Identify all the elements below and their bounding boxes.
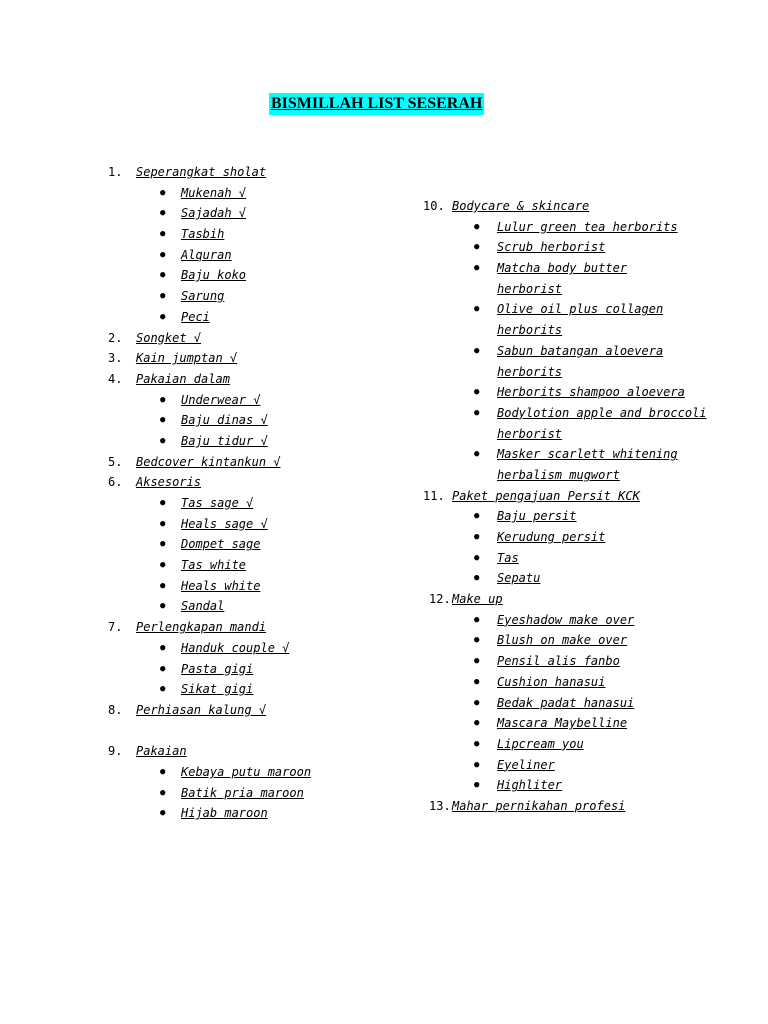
list-item xyxy=(108,534,408,555)
section-number: 3. xyxy=(108,351,123,366)
bullet-icon: ● xyxy=(160,808,166,819)
section-heading xyxy=(108,741,408,762)
blank-line xyxy=(108,721,408,742)
list-item-label: herborist xyxy=(497,426,563,441)
list-item-continuation xyxy=(423,279,743,300)
list-item xyxy=(423,341,743,362)
bullet-icon: ● xyxy=(474,780,480,791)
bullet-icon: ● xyxy=(474,635,480,646)
section-label: Bedcover kintankun √ xyxy=(136,454,281,469)
list-item xyxy=(108,679,408,700)
list-item xyxy=(108,410,408,431)
bullet-icon: ● xyxy=(474,738,480,749)
list-item xyxy=(108,183,408,204)
bullet-icon: ● xyxy=(474,552,480,563)
bullet-icon: ● xyxy=(160,394,166,405)
section-heading xyxy=(108,348,408,369)
bullet-icon: ● xyxy=(474,242,480,253)
bullet-icon: ● xyxy=(474,221,480,232)
bullet-icon: ● xyxy=(474,614,480,625)
list-item-label: Eyeliner xyxy=(497,757,555,772)
section-number: 1. xyxy=(108,165,123,179)
list-item-label: Highliter xyxy=(497,778,563,793)
list-item-label: Heals sage √ xyxy=(181,516,268,531)
list-item-label: Sikat gigi xyxy=(181,682,254,697)
list-item-label: Masker scarlett whitening xyxy=(497,447,678,462)
list-item-continuation xyxy=(423,424,743,445)
list-item xyxy=(108,803,408,824)
section-heading xyxy=(108,162,408,183)
list-item-label: Scrub herborist xyxy=(497,240,606,255)
bullet-icon: ● xyxy=(474,697,480,708)
list-item-label: Sepatu xyxy=(497,571,541,586)
list-item xyxy=(108,224,408,245)
document-title: BISMILLAH LIST SESERAH xyxy=(269,93,484,115)
list-item-label: Baju tidur √ xyxy=(181,433,268,448)
list-item-label: Mukenah √ xyxy=(181,185,247,200)
bullet-icon: ● xyxy=(474,304,480,315)
section-label: Kain jumptan √ xyxy=(136,351,238,366)
list-item xyxy=(423,403,743,424)
section-heading xyxy=(423,796,743,817)
section-label: Make up xyxy=(452,592,503,607)
section-label: Paket pengajuan Persit KCK xyxy=(452,488,640,503)
list-item xyxy=(423,672,743,693)
section-heading xyxy=(423,486,743,507)
bullet-icon: ● xyxy=(160,518,166,529)
list-item-label: Tas white xyxy=(181,558,247,573)
list-item-label: Lulur green tea herborits xyxy=(497,219,678,234)
list-item xyxy=(108,493,408,514)
list-item-label: Olive oil plus collagen xyxy=(497,302,664,317)
bullet-icon: ● xyxy=(474,759,480,770)
bullet-icon: ● xyxy=(160,249,166,260)
list-item xyxy=(108,245,408,266)
section-heading xyxy=(108,452,408,473)
section-number: 12. xyxy=(429,592,451,607)
list-item xyxy=(423,568,743,589)
bullet-icon: ● xyxy=(474,345,480,356)
bullet-icon: ● xyxy=(474,449,480,460)
bullet-icon: ● xyxy=(160,684,166,695)
bullet-icon: ● xyxy=(474,263,480,274)
section-heading xyxy=(108,328,408,349)
section-number: 8. xyxy=(108,702,123,717)
list-item-label: Bodylotion apple and broccoli xyxy=(497,405,707,420)
list-item xyxy=(423,299,743,320)
list-item xyxy=(108,431,408,452)
section-label: Bodycare & skincare xyxy=(452,199,590,213)
list-item-continuation xyxy=(423,465,743,486)
section-number: 5. xyxy=(108,454,123,469)
bullet-icon: ● xyxy=(160,560,166,571)
section-label: Perhiasan kalung √ xyxy=(136,702,267,717)
list-item-label: Handuk couple √ xyxy=(181,640,290,655)
list-item-label: Batik pria maroon xyxy=(181,785,304,800)
list-item xyxy=(423,755,743,776)
bullet-icon: ● xyxy=(160,539,166,550)
list-item xyxy=(108,659,408,680)
list-item-label: Mascara Maybelline xyxy=(497,716,628,731)
list-item-label: herborist xyxy=(497,281,563,296)
list-item xyxy=(108,576,408,597)
bullet-icon: ● xyxy=(474,656,480,667)
list-item xyxy=(108,203,408,224)
list-item xyxy=(423,630,743,651)
list-item-label: Pensil alis fanbo xyxy=(497,654,620,669)
left-column xyxy=(108,162,408,824)
bullet-icon: ● xyxy=(474,407,480,418)
bullet-icon: ● xyxy=(160,498,166,508)
list-item xyxy=(423,734,743,755)
list-item-label: Tasbih xyxy=(181,227,225,242)
list-item-label: Underwear √ xyxy=(181,392,261,407)
list-item-label: Pasta gigi xyxy=(181,661,254,676)
list-item-label: herborits xyxy=(497,323,563,338)
list-item xyxy=(108,286,408,307)
list-item-label: Blush on make over xyxy=(497,633,628,648)
list-item xyxy=(423,775,743,796)
bullet-icon: ● xyxy=(474,573,480,584)
list-item-label: Baju persit xyxy=(497,509,577,524)
list-item xyxy=(423,548,743,569)
bullet-icon: ● xyxy=(160,187,166,198)
list-item-label: Herborits shampoo aloevera xyxy=(497,385,685,400)
section-number: 10. xyxy=(423,199,445,213)
list-item-label: Baju dinas √ xyxy=(181,413,268,428)
list-item xyxy=(108,762,408,783)
list-item-label: Cushion hanasui xyxy=(497,674,606,689)
section-label: Pakaian xyxy=(136,744,187,759)
section-number: 7. xyxy=(108,620,123,635)
list-item xyxy=(423,610,743,631)
bullet-icon: ● xyxy=(160,580,166,591)
bullet-icon: ● xyxy=(160,229,166,240)
section-number: 6. xyxy=(108,475,123,490)
section-label: Seperangkat sholat xyxy=(136,165,267,179)
bullet-icon: ● xyxy=(160,663,166,674)
bullet-icon: ● xyxy=(160,601,166,612)
bullet-icon: ● xyxy=(474,387,480,398)
bullet-icon: ● xyxy=(160,642,166,653)
section-heading xyxy=(423,196,743,217)
list-item xyxy=(423,713,743,734)
list-item-label: Kebaya putu maroon xyxy=(181,764,312,779)
bullet-icon: ● xyxy=(474,511,480,522)
section-heading xyxy=(108,472,408,493)
list-item xyxy=(423,258,743,279)
section-heading xyxy=(108,369,408,390)
section-heading xyxy=(108,700,408,721)
list-item-label: Alquran xyxy=(181,247,232,262)
list-item xyxy=(423,444,743,465)
list-item-label: Sandal xyxy=(181,599,225,614)
list-item xyxy=(108,555,408,576)
section-label: Pakaian dalam xyxy=(136,371,230,386)
list-item xyxy=(108,638,408,659)
section-label: Mahar pernikahan profesi xyxy=(452,798,626,813)
section-number: 2. xyxy=(108,330,123,345)
list-item-continuation xyxy=(423,362,743,383)
list-item-label: Kerudung persit xyxy=(497,530,606,544)
bullet-icon: ● xyxy=(160,435,166,446)
list-item xyxy=(108,390,408,411)
list-item-label: Peci xyxy=(181,309,210,324)
list-item xyxy=(423,217,743,238)
section-number: 9. xyxy=(108,744,123,759)
section-label: Songket √ xyxy=(136,330,202,345)
list-item-label: herbalism mugwort xyxy=(497,467,620,482)
list-item-continuation xyxy=(423,320,743,341)
list-item-label: Sabun batangan aloevera xyxy=(497,343,664,358)
list-item-label: Bedak padat hanasui xyxy=(497,695,635,710)
list-item xyxy=(423,651,743,672)
bullet-icon: ● xyxy=(474,532,480,542)
bullet-icon: ● xyxy=(160,787,166,798)
bullet-icon: ● xyxy=(160,415,166,426)
section-number: 4. xyxy=(108,371,123,386)
section-number: 13. xyxy=(429,798,451,813)
list-item-label: Tas xyxy=(497,550,519,565)
bullet-icon: ● xyxy=(160,208,166,219)
bullet-icon: ● xyxy=(474,676,480,687)
section-heading xyxy=(108,617,408,638)
list-item xyxy=(108,596,408,617)
list-item-label: Dompet sage xyxy=(181,537,261,552)
list-item xyxy=(423,237,743,258)
list-item xyxy=(423,382,743,403)
list-item-label: Matcha body butter xyxy=(497,261,628,276)
list-item xyxy=(423,527,743,548)
section-heading xyxy=(423,589,743,610)
bullet-icon: ● xyxy=(160,311,166,322)
list-item xyxy=(108,307,408,328)
list-item-label: Sajadah √ xyxy=(181,206,247,221)
list-item-label: Tas sage √ xyxy=(181,496,254,510)
list-item xyxy=(108,783,408,804)
list-item-label: Heals white xyxy=(181,578,261,593)
list-item xyxy=(423,693,743,714)
bullet-icon: ● xyxy=(160,291,166,302)
list-item-label: Lipcream you xyxy=(497,736,584,751)
list-item xyxy=(108,514,408,535)
section-label: Perlengkapan mandi xyxy=(136,620,267,635)
bullet-icon: ● xyxy=(474,718,480,729)
list-item-label: herborits xyxy=(497,364,563,379)
bullet-icon: ● xyxy=(160,766,166,777)
list-item-label: Hijab maroon xyxy=(181,806,268,821)
list-item-label: Sarung xyxy=(181,289,225,304)
list-item-label: Baju koko xyxy=(181,268,247,283)
list-item xyxy=(423,506,743,527)
list-item-label: Eyeshadow make over xyxy=(497,612,635,627)
bullet-icon: ● xyxy=(160,270,166,281)
list-item xyxy=(108,265,408,286)
section-label: Aksesoris xyxy=(136,475,202,490)
section-number: 11. xyxy=(423,488,445,503)
right-column xyxy=(423,196,743,817)
